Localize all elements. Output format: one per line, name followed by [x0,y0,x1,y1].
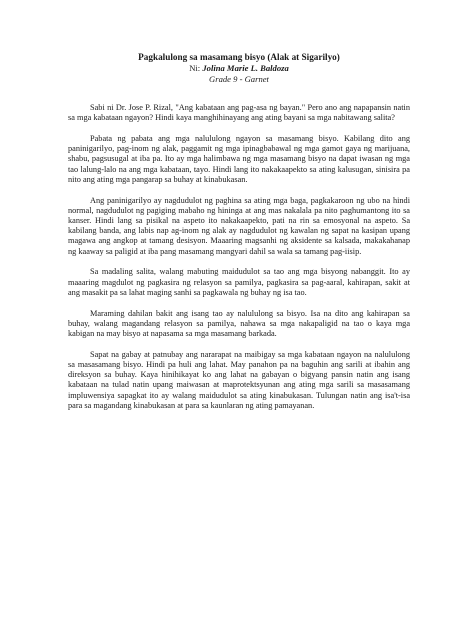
author-prefix: Ni: [189,63,203,73]
paragraph: Sabi ni Dr. Jose P. Rizal, "Ang kabataan ang pag-asa ng bayan." Pero ano ang napapansin natin sa mga kabataan ngayon? Hindi kaya manghihinayang ang ating bayani sa mga nabitawang salita? [68,103,410,123]
document-title: Pagkalulong sa masamang bisyo (Alak at Sigarilyo) [138,52,340,62]
document-body [68,103,410,411]
author-line [68,63,410,74]
document-header [68,52,410,85]
paragraph: Ang paninigarilyo ay nagdudulot ng paghina sa ating mga baga, pagkakaroon ng ubo na hindi normal, nagdudulot ng pagiging mabaho ng hininga at ang mas nakalala pa nito paghumantong ito sa kanser. Hindi lang sa pisikal na aspeto ito nakakaapekto, pati na rin sa emosyonal na aspeto. Sa kabilang banda, ang labis nap ag-inom ng alak ay nagdudulot ng kawalan ng sapat na kasipan upang magawa ang angkop at tamang desisyon. Maaaring magsanhi ng aksidente sa kalsada, makakahanap ng kaaway sa paligid at iba pang masamang mangyari dahil sa wala sa tamang pag-iisip. [68,195,410,256]
author-name: Jolina Marie L. Baldoza [202,63,289,73]
paragraph: Sa madaling salita, walang mabuting maidudulot sa tao ang mga bisyong nabanggit. Ito ay maaaring magdulot ng pagkasira ng relasyon sa pamilya, pagkasira sa pag-aaral, kahirapan, sakit at ang masakit pa sa lahat maging sanhi sa pagkawala ng buhay ng isa tao. [68,267,410,297]
grade-section: Grade 9 - Garnet [209,74,269,84]
paragraph: Maraming dahilan bakit ang isang tao ay nalululong sa bisyo. Isa na dito ang kahirapan sa buhay, walang magandang relasyon sa pamilya, nahawa sa mga nakapaligid na tao o kaya mga kabigan na may bisyo at napasama sa mga masamang barkada. [68,308,410,339]
paragraph: Sapat na gabay at patnubay ang nararapat na maibigay sa mga kabataan ngayon na nalululong sa masasamang bisyo. Hindi pa huli ang lahat. May panahon pa na baguhin ang sarili at ibahin ang direksyon sa buhay. Kaya hinihikayat ko ang lahat na gabayan o bigyang pansin natin ang isang kabataan na tulad natin upang maiwasan at maprotektsyunan ang ating mga sarili sa masasamang impluwensiya sapagkat ito ay walang maidudulot sa ating kinabukasan. Tulungan natin ang isa't-isa para sa magandang kinabukasan at para sa kaunlaran ng ating pamayanan. [68,349,410,410]
paragraph: Pabata ng pabata ang mga nalululong ngayon sa masamang bisyo. Kabilang dito ang paninigarilyo, pag-inom ng alak, paggamit ng mga ipinagbabawal ng mga gamot gaya ng marijuana, shabu, pagsusugal at iba pa. Ito ay mga halimbawa ng mga masamang bisyo na dapat iwasan ng mga tao lalung-lalo na ang mga kabataan, tayo. Hindi lang ito nakakaapekto sa ating kalusugan, sinisira pa nito ang ating mga pangarap sa buhay at kinabukasan. [68,134,410,184]
